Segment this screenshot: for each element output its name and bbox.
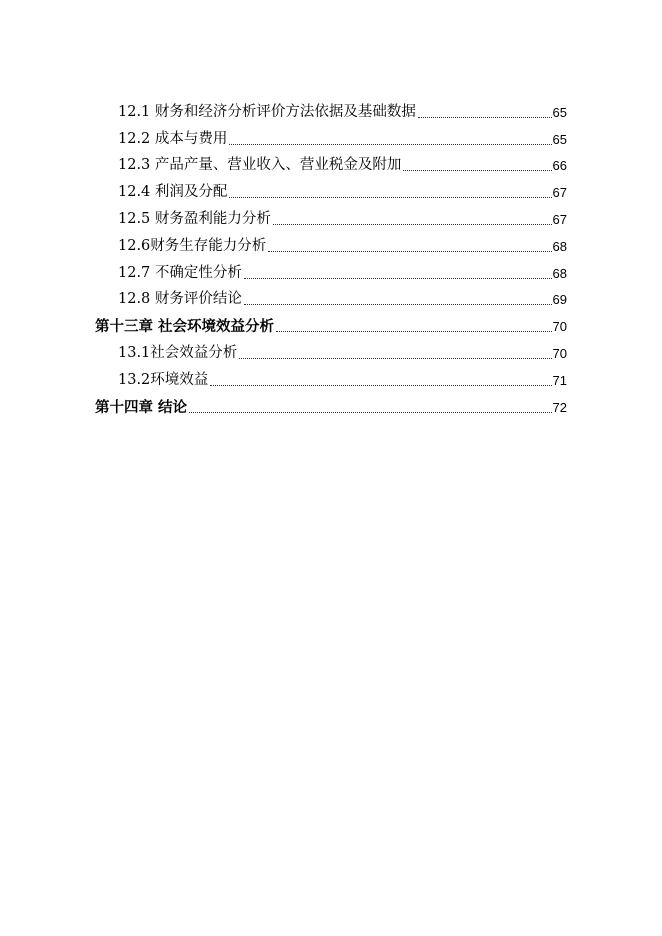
toc-entry-12-2 bbox=[95, 126, 567, 153]
toc-entry-page: 68 bbox=[552, 238, 567, 254]
dot-leader bbox=[418, 117, 552, 118]
table-of-contents bbox=[95, 99, 567, 421]
dot-leader bbox=[239, 358, 551, 359]
toc-entry-page: 70 bbox=[552, 345, 567, 361]
toc-entry-12-3 bbox=[95, 153, 567, 180]
toc-chapter-14 bbox=[95, 394, 567, 421]
dot-leader bbox=[244, 304, 552, 305]
toc-entry-page: 67 bbox=[552, 185, 567, 201]
toc-entry-title: 12.8 财务评价结论 bbox=[118, 291, 242, 308]
toc-entry-title: 13.1社会效益分析 bbox=[118, 344, 238, 361]
toc-entry-13-2 bbox=[95, 367, 567, 394]
toc-entry-title: 13.2环境效益 bbox=[118, 371, 209, 388]
toc-entry-13-1 bbox=[95, 340, 567, 367]
dot-leader bbox=[229, 197, 551, 198]
toc-entry-page: 67 bbox=[552, 211, 567, 227]
dot-leader bbox=[268, 251, 551, 252]
toc-entry-page: 65 bbox=[552, 131, 567, 147]
toc-entry-12-5 bbox=[95, 206, 567, 233]
toc-chapter-title: 第十三章 社会环境效益分析 bbox=[95, 318, 275, 336]
dot-leader bbox=[244, 278, 552, 279]
dot-leader bbox=[229, 144, 551, 145]
toc-entry-12-7 bbox=[95, 260, 567, 287]
toc-entry-title: 12.4 利润及分配 bbox=[118, 184, 228, 201]
toc-entry-title: 12.1 财务和经济分析评价方法依据及基础数据 bbox=[118, 103, 416, 120]
toc-entry-page: 69 bbox=[552, 292, 567, 308]
toc-entry-page: 65 bbox=[552, 104, 567, 120]
dot-leader bbox=[273, 224, 552, 225]
toc-entry-12-8 bbox=[95, 287, 567, 314]
toc-entry-page: 66 bbox=[552, 158, 567, 174]
toc-chapter-title: 第十四章 结论 bbox=[95, 398, 188, 416]
dot-leader bbox=[210, 385, 551, 386]
toc-entry-page: 70 bbox=[552, 319, 567, 335]
toc-entry-title: 12.5 财务盈利能力分析 bbox=[118, 210, 271, 227]
dot-leader bbox=[403, 170, 551, 171]
toc-entry-page: 71 bbox=[552, 372, 567, 388]
toc-entry-12-4 bbox=[95, 179, 567, 206]
toc-entry-title: 12.2 成本与费用 bbox=[118, 130, 228, 147]
toc-entry-title: 12.7 不确定性分析 bbox=[118, 264, 242, 281]
toc-chapter-13 bbox=[95, 313, 567, 340]
toc-entry-page: 68 bbox=[552, 265, 567, 281]
toc-entry-12-1 bbox=[95, 99, 567, 126]
toc-entry-title: 12.3 产品产量、营业收入、营业税金及附加 bbox=[118, 157, 402, 174]
dot-leader bbox=[189, 412, 551, 413]
dot-leader bbox=[276, 331, 551, 332]
toc-entry-page: 72 bbox=[552, 399, 567, 415]
toc-entry-12-6 bbox=[95, 233, 567, 260]
toc-entry-title: 12.6财务生存能力分析 bbox=[118, 237, 267, 254]
